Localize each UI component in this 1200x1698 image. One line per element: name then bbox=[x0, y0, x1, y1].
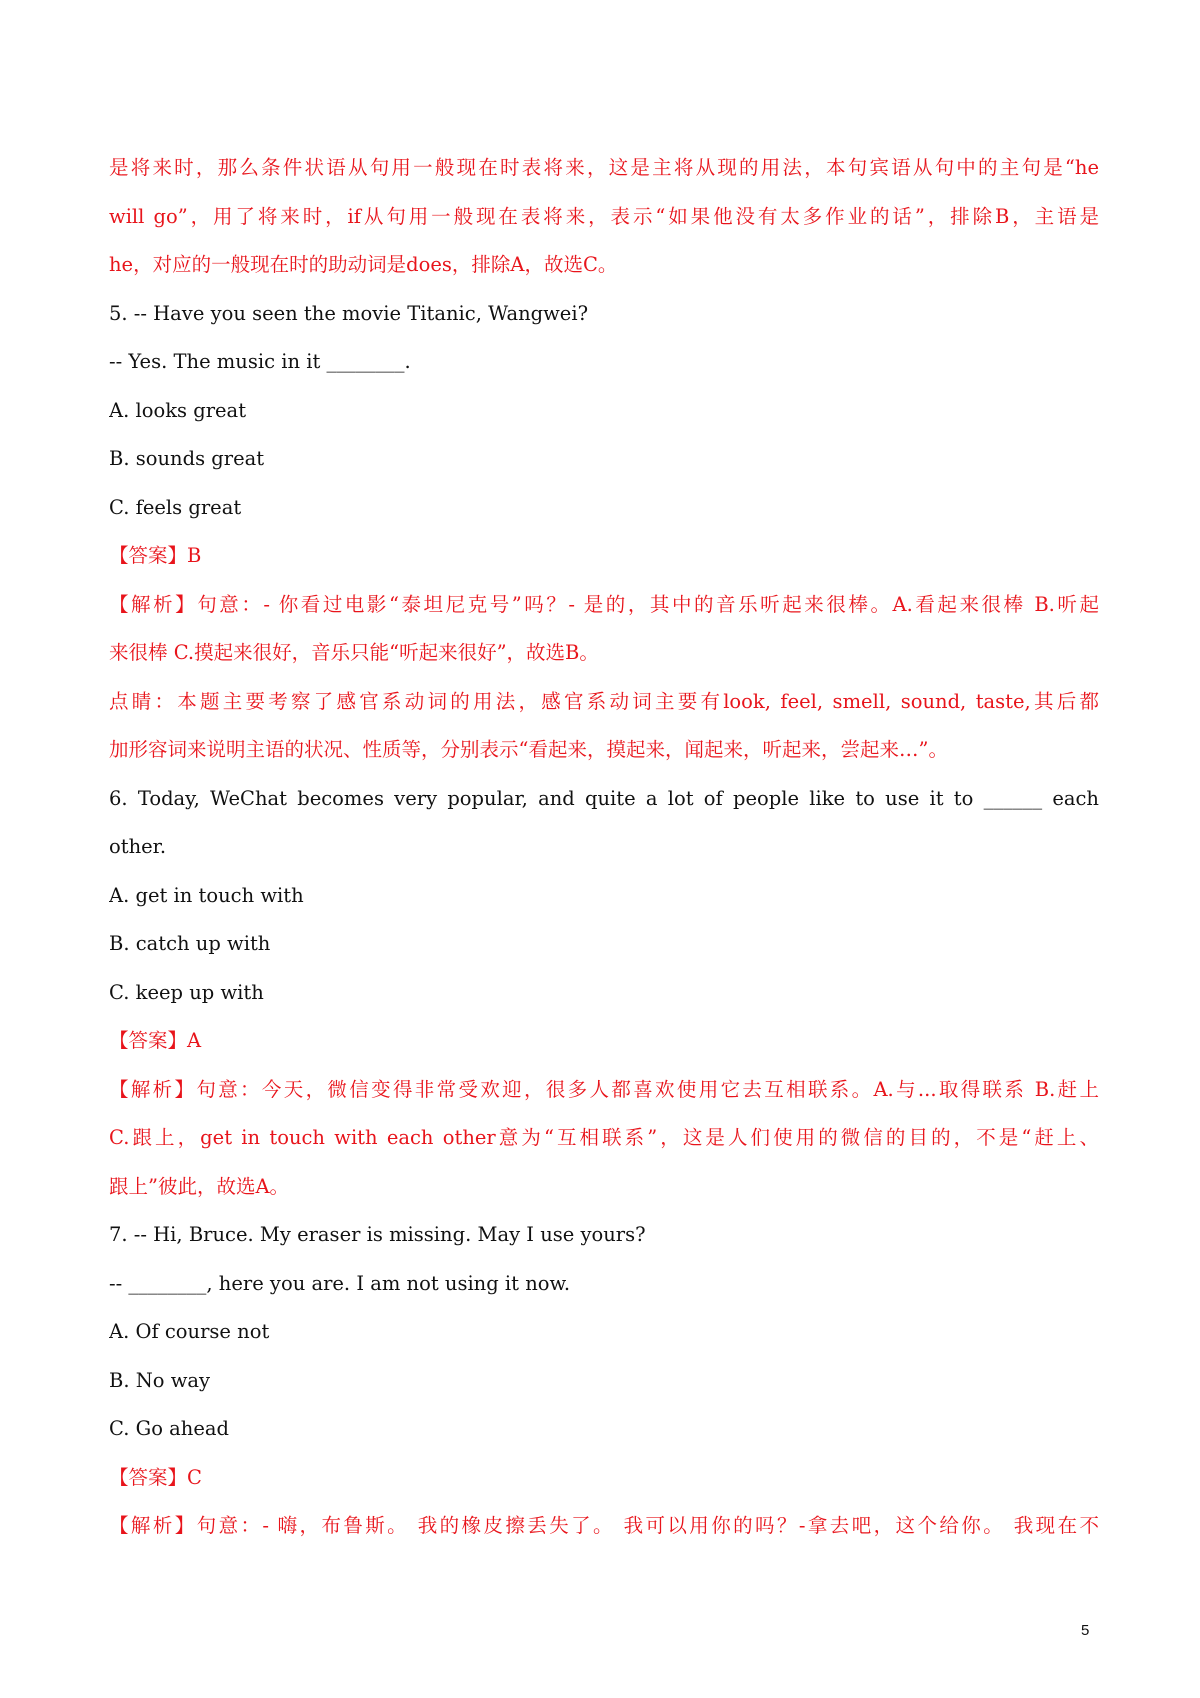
question-6-option-b: B. catch up with bbox=[109, 932, 271, 955]
question-5-analysis: 来很棒 C.摸起来很好，音乐只能“听起来很好”，故选B。 bbox=[109, 641, 599, 664]
question-7-option-b: B. No way bbox=[109, 1368, 211, 1392]
question-5-option-a: A. looks great bbox=[109, 398, 247, 422]
question-7-answer: 【答案】C bbox=[109, 1465, 202, 1489]
question-7-prompt: 7. -- Hi, Bruce. My eraser is missing. May I use yours? bbox=[109, 1223, 646, 1246]
question-5-analysis: 【解析】句意：- 你看过电影“泰坦尼克号”吗？- 是的，其中的音乐听起来很棒。A.看起来很棒 B.听起 bbox=[109, 592, 1099, 616]
question-6-option-a: A. get in touch with bbox=[109, 883, 304, 907]
question-5-tip: 点睛：本题主要考察了感官系动词的用法，感官系动词主要有look, feel, smell, sound, taste,其后都 bbox=[109, 689, 1099, 713]
question-5-prompt: 5. -- Have you seen the movie Titanic, Wangwei? bbox=[109, 301, 589, 325]
question-7-reply: -- ________, here you are. I am not using it now. bbox=[109, 1271, 571, 1295]
question-5-reply: -- Yes. The music in it ________. bbox=[109, 350, 411, 373]
question-6-answer: 【答案】A bbox=[109, 1029, 202, 1052]
question-6-analysis: 【解析】句意：今天，微信变得非常受欢迎，很多人都喜欢使用它去互相联系。A.与...取得联系 B.赶上 bbox=[109, 1077, 1099, 1101]
question-6-option-c: C. keep up with bbox=[109, 980, 264, 1004]
question-5-tip: 加形容词来说明主语的状况、性质等，分别表示“看起来，摸起来，闻起来，听起来，尝起来…”。 bbox=[109, 738, 948, 761]
question-5-option-c: C. feels great bbox=[109, 495, 242, 519]
question-5-option-b: B. sounds great bbox=[109, 447, 265, 470]
question-6-analysis: 跟上”彼此，故选A。 bbox=[109, 1174, 290, 1198]
question-6-prompt: other. bbox=[109, 835, 167, 858]
question-7-option-a: A. Of course not bbox=[109, 1320, 270, 1343]
explanation-line: he，对应的一般现在时的助动词是does，排除A，故选C。 bbox=[109, 253, 618, 276]
question-7-analysis: 【解析】句意：- 嗨，布鲁斯。 我的橡皮擦丢失了。 我可以用你的吗？-拿去吧，这个给你。 我现在不 bbox=[109, 1514, 1099, 1537]
question-5-answer: 【答案】B bbox=[109, 544, 202, 567]
question-6-prompt: 6. Today, WeChat becomes very popular, and quite a lot of people like to use it to ______ each bbox=[109, 786, 1099, 810]
explanation-line: 是将来时，那么条件状语从句用一般现在时表将来，这是主将从现的用法，本句宾语从句中的主句是“he bbox=[109, 156, 1099, 179]
document-body bbox=[109, 144, 1099, 1551]
question-6-analysis: C.跟上，get in touch with each other意为“互相联系”，这是人们使用的微信的目的，不是“赶上、 bbox=[109, 1126, 1099, 1149]
explanation-line: will go”，用了将来时，if从句用一般现在表将来，表示“如果他没有太多作业的话”，排除B，主语是 bbox=[109, 204, 1099, 228]
page-number: 5 bbox=[1081, 1622, 1090, 1639]
question-7-option-c: C. Go ahead bbox=[109, 1417, 229, 1440]
